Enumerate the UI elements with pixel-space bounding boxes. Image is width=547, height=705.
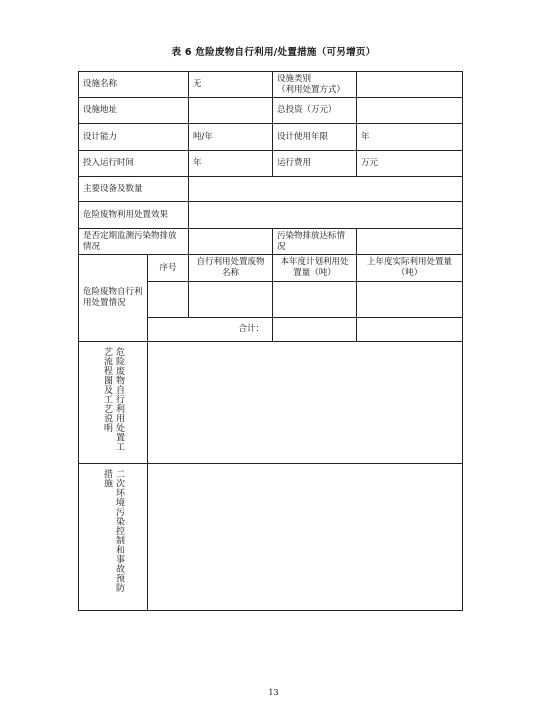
operating-cost-label: 运行费用 [273, 151, 357, 177]
facility-address-label: 设施地址 [79, 98, 189, 124]
design-capacity-value: 吨/年 [189, 124, 273, 151]
table-row [79, 124, 463, 151]
col-seq-header: 序号 [148, 255, 189, 282]
actual-amount-cell [357, 282, 463, 318]
utilization-effect-label: 危险废物利用处置效果 [79, 202, 189, 229]
design-life-label: 设计使用年限 [273, 124, 357, 151]
table-row [79, 464, 463, 611]
process-content [148, 342, 463, 464]
plan-amount-cell [273, 282, 357, 318]
table-title: 表 6 危险废物自行利用/处置措施（可另增页） [171, 47, 376, 58]
page-number: 13 [268, 688, 279, 697]
facility-type-value [357, 72, 463, 98]
total-investment-value [357, 98, 463, 124]
emission-standard-label: 污染物排放达标情况 [273, 229, 357, 255]
disposal-form-table [78, 71, 463, 611]
table-row [79, 229, 463, 255]
total-label: 合计： [148, 318, 273, 342]
table-row [79, 98, 463, 124]
process-label-cell [79, 342, 148, 464]
operating-cost-value: 万元 [357, 151, 463, 177]
emission-standard-value [357, 229, 463, 255]
monitoring-label: 是否定期监测污染物排放情况 [79, 229, 189, 255]
col-plan-amount-header: 本年度计划利用处置量（吨） [273, 255, 357, 282]
total-actual-cell [357, 318, 463, 342]
col-actual-amount-header: 上年度实际利用处置量（吨） [357, 255, 463, 282]
secondary-label-cell [79, 464, 148, 611]
design-life-value: 年 [357, 124, 463, 151]
monitoring-value [189, 229, 273, 255]
facility-type-label: 设施类别 （利用处置方式） [273, 72, 357, 98]
main-equipment-value [189, 177, 463, 202]
col-waste-name-header: 自行利用处置废物名称 [189, 255, 273, 282]
design-capacity-label: 设计能力 [79, 124, 189, 151]
table-row [79, 177, 463, 202]
secondary-content [148, 464, 463, 611]
table-row [79, 255, 463, 282]
utilization-effect-value [189, 202, 463, 229]
table-row [79, 202, 463, 229]
secondary-label: 二次环境污染控制和事故预防措施 [102, 469, 124, 593]
main-equipment-label: 主要设备及数量 [79, 177, 189, 202]
start-time-label: 投入运行时间 [79, 151, 189, 177]
start-time-value: 年 [189, 151, 273, 177]
table-row [79, 72, 463, 98]
table-row [79, 151, 463, 177]
total-investment-label: 总投资（万元） [273, 98, 357, 124]
seq-cell [148, 282, 189, 318]
total-plan-cell [273, 318, 357, 342]
process-label: 危险废物自行利用处置工艺流程图及工艺说明 [102, 346, 124, 451]
waste-name-cell [189, 282, 273, 318]
self-utilization-label: 危险废物自行利用处置情况 [79, 255, 148, 342]
facility-name-value: 无 [189, 72, 273, 98]
facility-name-label: 设施名称 [79, 72, 189, 98]
facility-address-value [189, 98, 273, 124]
table-row [79, 342, 463, 464]
